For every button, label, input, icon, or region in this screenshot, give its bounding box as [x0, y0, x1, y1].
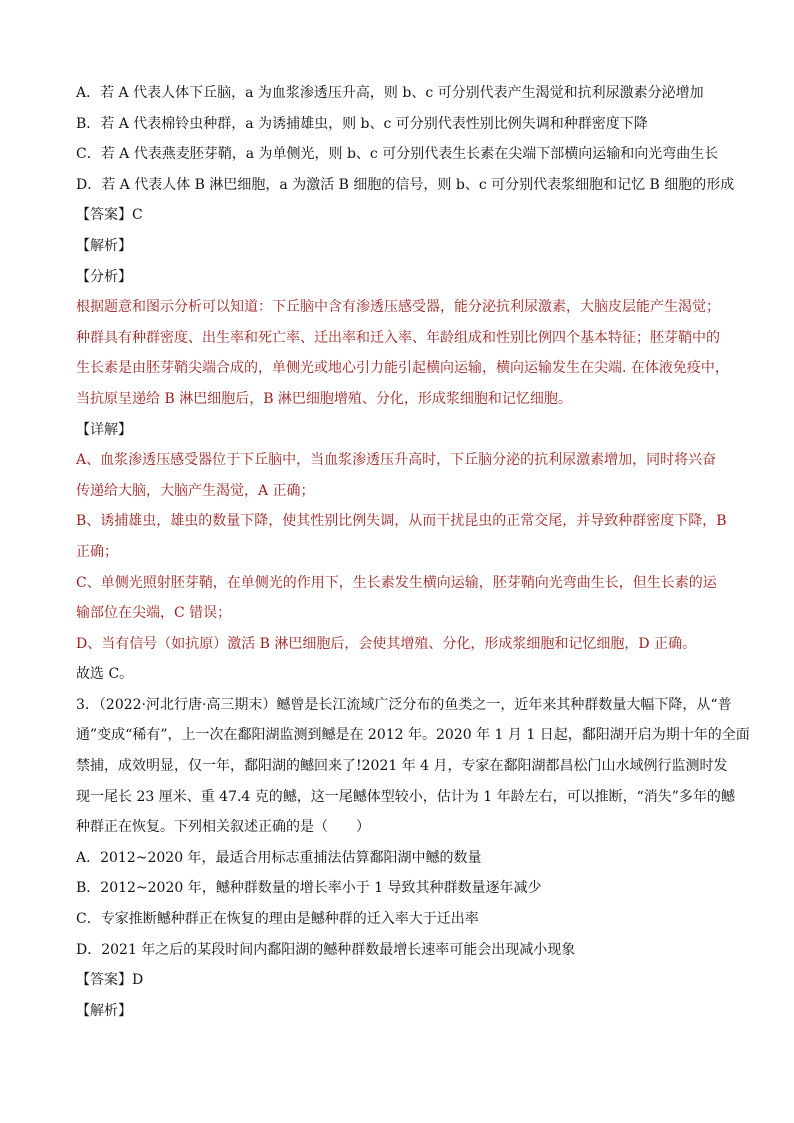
q2-xiangjie-line: C、单侧光照射胚芽鞘，在单侧光的作用下，生长素发生横向运输，胚芽鞘向光弯曲生长，但生长素的运: [76, 574, 717, 591]
q3-answer: 【答案】D: [76, 972, 144, 989]
q2-conclusion: 故选 C。: [76, 666, 134, 683]
q2-answer: 【答案】C: [76, 207, 143, 224]
q2-xiangjie-line: A、血浆渗透压感受器位于下丘脑中，当血浆渗透压升高时，下丘脑分泌的抗利尿激素增加，同时将兴奋: [76, 452, 717, 469]
q3-stem-line: 禁捕，成效明显，仅一年，鄱阳湖的鳡回来了!2021 年 4 月，专家在鄱阳湖都昌松门山水域例行监测时发: [76, 758, 728, 775]
q3-option-d: D．2021 年之后的某段时间内鄱阳湖的鳡种群数最增长速率可能会出现减小现象: [76, 941, 576, 958]
q3-option-b: B．2012~2020 年，鳡种群数量的增长率小于 1 导致其种群数量逐年减少: [76, 880, 542, 897]
q2-fenxi-line: 生长素是由胚芽鞘尖端合成的，单侧光或地心引力能引起横向运输，横向运输发生在尖端. 在体液免疫中，: [76, 360, 729, 377]
q3-option-a: A．2012~2020 年，最适合用标志重捕法估算鄱阳湖中鳡的数量: [76, 849, 482, 866]
q3-option-c: C．专家推断鳡种群正在恢复的理由是鳡种群的迁入率大于迁出率: [76, 911, 479, 928]
q3-stem-line: 3．（2022·河北行唐·高三期末）鳡曾是长江流域广泛分布的鱼类之一，近年来其种群数量大幅下降，从“普: [76, 696, 732, 713]
q2-fenxi-label: 【分析】: [76, 268, 132, 285]
q2-xiangjie-line: B、诱捕雄虫，雄虫的数量下降，使其性别比例失调，从而干扰昆虫的正常交尾，并导致种群密度下降，B: [76, 513, 727, 530]
q2-xiangjie-label: 【详解】: [76, 421, 132, 438]
q2-fenxi-line: 根据题意和图示分析可以知道：下丘脑中含有渗透压感受器，能分泌抗利尿激素，大脑皮层能产生渴觉；: [76, 299, 720, 316]
q2-option-a: A．若 A 代表人体下丘脑，a 为血浆渗透压升高，则 b、c 可分别代表产生渴觉和抗利尿激素分泌增加: [76, 85, 704, 101]
q3-jiexi-label: 【解析】: [76, 1002, 132, 1019]
q2-fenxi-line: 种群具有种群密度、出生率和死亡率、迁出率和迁入率、年龄组成和性别比例四个基本特征；胚芽鞘中的: [76, 329, 720, 346]
q3-stem-line: 种群正在恢复。下列相关叙述正确的是（ ）: [76, 819, 370, 836]
q2-xiangjie-line: 正确；: [76, 543, 118, 560]
q2-option-d: D．若 A 代表人体 B 淋巴细胞，a 为激活 B 细胞的信号，则 b、c 可分别代表浆细胞和记忆 B 细胞的形成: [76, 176, 735, 193]
q3-stem-line: 通”变成“稀有”，上一次在鄱阳湖监测到鳡是在 2012 年。2020 年 1 月 1 日起，鄱阳湖开启为期十年的全面: [76, 727, 750, 744]
q2-option-b: B．若 A 代表棉铃虫种群，a 为诱捕雄虫，则 b、c 可分别代表性别比例失调和种群密度下降: [76, 115, 648, 132]
q2-xiangjie-line: 输部位在尖端，C 错误；: [76, 605, 232, 622]
q2-fenxi-line: 当抗原呈递给 B 淋巴细胞后，B 淋巴细胞增殖、分化，形成浆细胞和记忆细胞。: [76, 390, 572, 407]
q2-option-c: C．若 A 代表燕麦胚芽鞘，a 为单侧光，则 b、c 可分别代表生长素在尖端下部横向运输和向光弯曲生长: [76, 146, 719, 163]
q2-xiangjie-line: D、当有信号（如抗原）激活 B 淋巴细胞后，会使其增殖、分化，形成浆细胞和记忆细胞，D 正确。: [76, 635, 697, 652]
document-page: [76, 78, 750, 1026]
q3-stem-line: 现一尾长 23 厘米、重 47.4 克的鳡，这一尾鳡体型较小，估计为 1 年龄左右，可以推断，“消失”多年的鳡: [76, 788, 735, 805]
q2-jiexi-label: 【解析】: [76, 237, 132, 254]
q2-xiangjie-line: 传递给大脑，大脑产生渴觉，A 正确；: [76, 482, 315, 499]
